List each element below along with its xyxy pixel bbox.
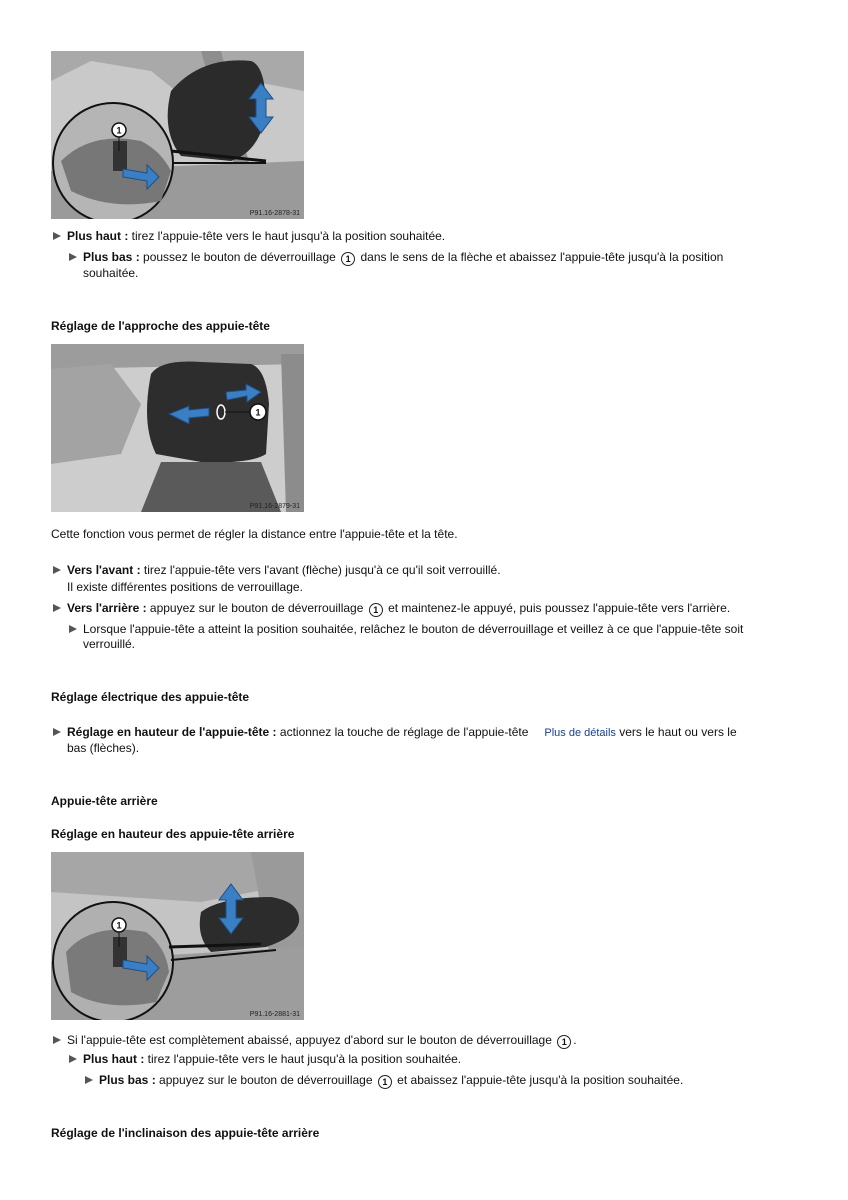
step-release-cont: verrouillé.	[83, 637, 136, 651]
step-electric-height-cont: bas (flèches).	[67, 741, 140, 755]
release-button-callout: 1	[378, 1075, 392, 1089]
release-button-callout: 1	[341, 252, 355, 266]
callout-1: 1	[116, 125, 122, 136]
release-button-callout: 1	[557, 1035, 571, 1049]
section-heading-rear: Appuie-tête arrière	[51, 794, 158, 808]
step-vers-avant: Vers l'avant : tirez l'appuie-tête vers l'avant (flèche) jusqu'à ce qu'il soit verrouillé.	[53, 562, 501, 578]
figure-code: P91.16-2881-31	[249, 1011, 300, 1018]
callout-1: 1	[255, 407, 261, 418]
headrest-approach-figure	[51, 344, 304, 512]
step-rear-unlock: Si l'appuie-tête est complètement abaissé, appuyez d'abord sur le bouton de déverrouillage 1 .	[53, 1032, 577, 1049]
step-plus-bas-cont: souhaitée.	[83, 266, 139, 280]
section-heading-electric: Réglage électrique des appuie-tête	[51, 690, 250, 704]
step-rear-plus-haut: Plus haut : tirez l'appuie-tête vers le haut jusqu'à la position souhaitée.	[69, 1051, 461, 1067]
figure-code: P91.16-2878-31	[249, 210, 300, 217]
section-heading-rear-tilt: Réglage de l'inclinaison des appuie-tête arrière	[51, 1126, 320, 1140]
step-rear-plus-bas: Plus bas : appuyez sur le bouton de déverrouillage 1 et abaissez l'appuie-tête jusqu'à la position souhaitée.	[85, 1072, 683, 1089]
step-release: Lorsque l'appuie-tête a atteint la position souhaitée, relâchez le bouton de déverrouillage et veillez à ce que l'appuie-tête soit	[69, 621, 743, 637]
figure-code: P91.16-2879-31	[249, 503, 300, 510]
callout-1: 1	[116, 920, 122, 931]
approach-intro: Cette fonction vous permet de régler la distance entre l'appuie-tête et la tête.	[51, 527, 458, 541]
plus-de-details-link[interactable]: Plus de détails	[544, 727, 616, 739]
headrest-height-figure	[51, 51, 304, 219]
section-subheading-rear-height: Réglage en hauteur des appuie-tête arrière	[51, 827, 295, 841]
section-heading-approach: Réglage de l'approche des appuie-tête	[51, 319, 270, 333]
step-vers-arriere: Vers l'arrière : appuyez sur le bouton de déverrouillage 1 et maintenez-le appuyé, puis poussez l'appuie-tête vers l'arrière.	[53, 600, 730, 617]
release-button-callout: 1	[369, 603, 383, 617]
step-plus-bas: Plus bas : poussez le bouton de déverrouillage 1 dans le sens de la flèche et abaissez l'appuie-tête jusqu'à la position	[69, 249, 723, 266]
rear-headrest-figure	[51, 852, 304, 1020]
step-plus-haut: Plus haut : tirez l'appuie-tête vers le haut jusqu'à la position souhaitée.	[53, 228, 445, 244]
step-electric-height: Réglage en hauteur de l'appuie-tête : actionnez la touche de réglage de l'appuie-tête Plus de détails vers le haut ou vers le	[53, 724, 737, 741]
step-vers-avant-note: Il existe différentes positions de verrouillage.	[67, 580, 303, 594]
